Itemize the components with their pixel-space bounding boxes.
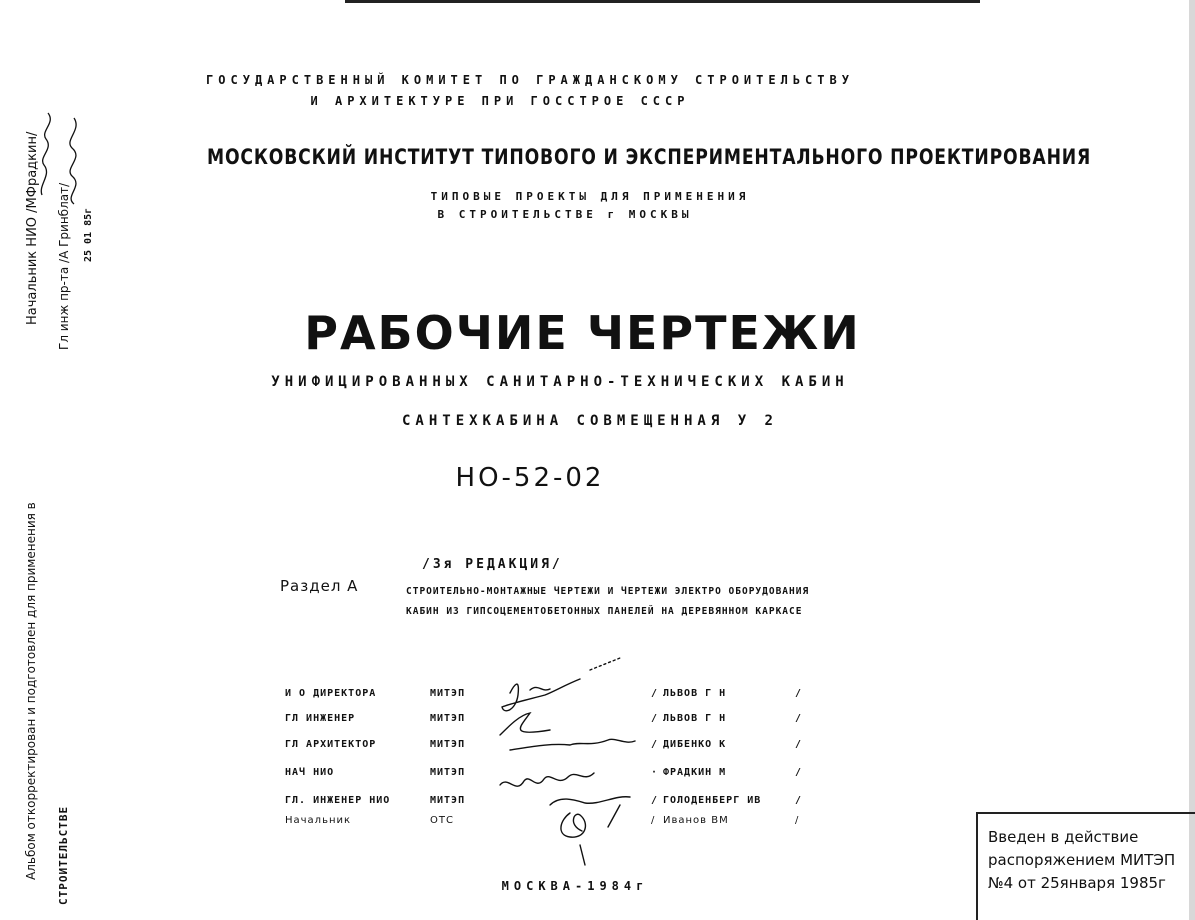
stamp-line3: №4 от 25января 1985г	[988, 874, 1166, 892]
signatory-close: /	[795, 795, 803, 806]
signatory-close: /	[795, 739, 803, 750]
document-title: РАБОЧИЕ ЧЕРТЕЖИ	[304, 306, 861, 360]
signatory-slash: /	[651, 795, 659, 806]
margin-approval-line1: Начальник НИО /МФрадкин/	[25, 131, 40, 325]
committee-name-line2: И АРХИТЕКТУРЕ ПРИ ГОССТРОЕ СССР	[310, 94, 690, 108]
series-line1: ТИПОВЫЕ ПРОЕКТЫ ДЛЯ ПРИМЕНЕНИЯ	[430, 190, 750, 203]
margin-signature	[60, 104, 90, 214]
approval-stamp	[976, 812, 1195, 920]
stamp-line2: распоряжением МИТЭП	[988, 851, 1176, 869]
stamp-line1: Введен в действие	[988, 828, 1139, 846]
signatory-name: ГОЛОДЕНБЕРГ ИВ	[663, 795, 762, 806]
signatory-slash: /	[651, 713, 659, 724]
edition-note: /3я РЕДАКЦИЯ/	[422, 557, 563, 572]
signatory-name: ЛЬВОВ Г Н	[663, 713, 727, 724]
signatory-org: МИТЭП	[430, 795, 466, 806]
document-subtitle2: САНТЕХКАБИНА СОВМЕЩЕННАЯ У 2	[401, 413, 778, 429]
signatory-close: /	[795, 713, 803, 724]
signatory-position: Начальник	[285, 815, 352, 826]
margin-approval-date: 25 01 85г	[83, 207, 94, 262]
signatory-position: ГЛ АРХИТЕКТОР	[285, 739, 377, 750]
series-line2: В СТРОИТЕЛЬСТВЕ г МОСКВЫ	[437, 208, 693, 221]
signatory-close: /	[795, 688, 803, 699]
top-border-line	[345, 0, 980, 3]
signatory-org: ОТС	[430, 815, 454, 826]
project-code: НО-52-02	[455, 463, 605, 493]
signatory-position: НАЧ НИО	[285, 767, 335, 778]
signatory-org: МИТЭП	[430, 688, 466, 699]
signatory-org: МИТЭП	[430, 739, 466, 750]
committee-name-line1: ГОСУДАРСТВЕННЫЙ КОМИТЕТ ПО ГРАЖДАНСКОМУ СТРОИТЕЛЬСТВУ	[206, 73, 854, 87]
signatory-org: МИТЭП	[430, 767, 466, 778]
signatory-slash: /	[651, 815, 656, 826]
right-scan-edge	[1189, 0, 1195, 920]
margin-album-note-line1: Альбом откорректирован и подготовлен для применения в	[24, 502, 38, 880]
signatory-close: /	[795, 767, 803, 778]
section-description: СТРОИТЕЛЬНО-МОНТАЖНЫЕ ЧЕРТЕЖИ И ЧЕРТЕЖИ ЭЛЕКТРО ОБОРУДОВАНИЯ КАБИН ИЗ ГИПСОЦЕМЕНТОБЕТОННЫХ ПАНЕЛЕЙ НА ДЕРЕВЯННОМ КАРКАСЕ	[406, 586, 810, 617]
document-subtitle1: УНИФИЦИРОВАННЫХ САНИТАРНО-ТЕХНИЧЕСКИХ КАБИН	[271, 374, 849, 390]
handwritten-signatures	[490, 655, 670, 875]
signatory-name: ЛЬВОВ Г Н	[663, 688, 727, 699]
signatory-name: Иванов ВМ	[663, 815, 729, 826]
institute-name: МОСКОВСКИЙ ИНСТИТУТ ТИПОВОГО И ЭКСПЕРИМЕНТАЛЬНОГО ПРОЕКТИРОВАНИЯ	[207, 145, 1092, 169]
signatory-slash: /	[651, 739, 659, 750]
city-year: МОСКВА-1984г	[501, 879, 649, 893]
signatory-name: ДИБЕНКО К	[663, 739, 727, 750]
signatory-position: И О ДИРЕКТОРА	[285, 688, 377, 699]
signatory-name: ФРАДКИН М	[663, 767, 727, 778]
signatory-close: /	[795, 815, 800, 826]
signatory-org: МИТЭП	[430, 713, 466, 724]
signatory-position: ГЛ ИНЖЕНЕР	[285, 713, 356, 724]
signatory-slash: /	[651, 688, 659, 699]
signatory-slash: ·	[651, 767, 659, 778]
margin-album-note-line2: СТРОИТЕЛЬСТВЕ	[57, 805, 70, 905]
section-label: Раздел А	[280, 577, 359, 595]
signatory-position: ГЛ. ИНЖЕНЕР НИО	[285, 795, 391, 806]
margin-approval-line2: Гл инж пр-та /А Гринблат/	[57, 182, 71, 350]
